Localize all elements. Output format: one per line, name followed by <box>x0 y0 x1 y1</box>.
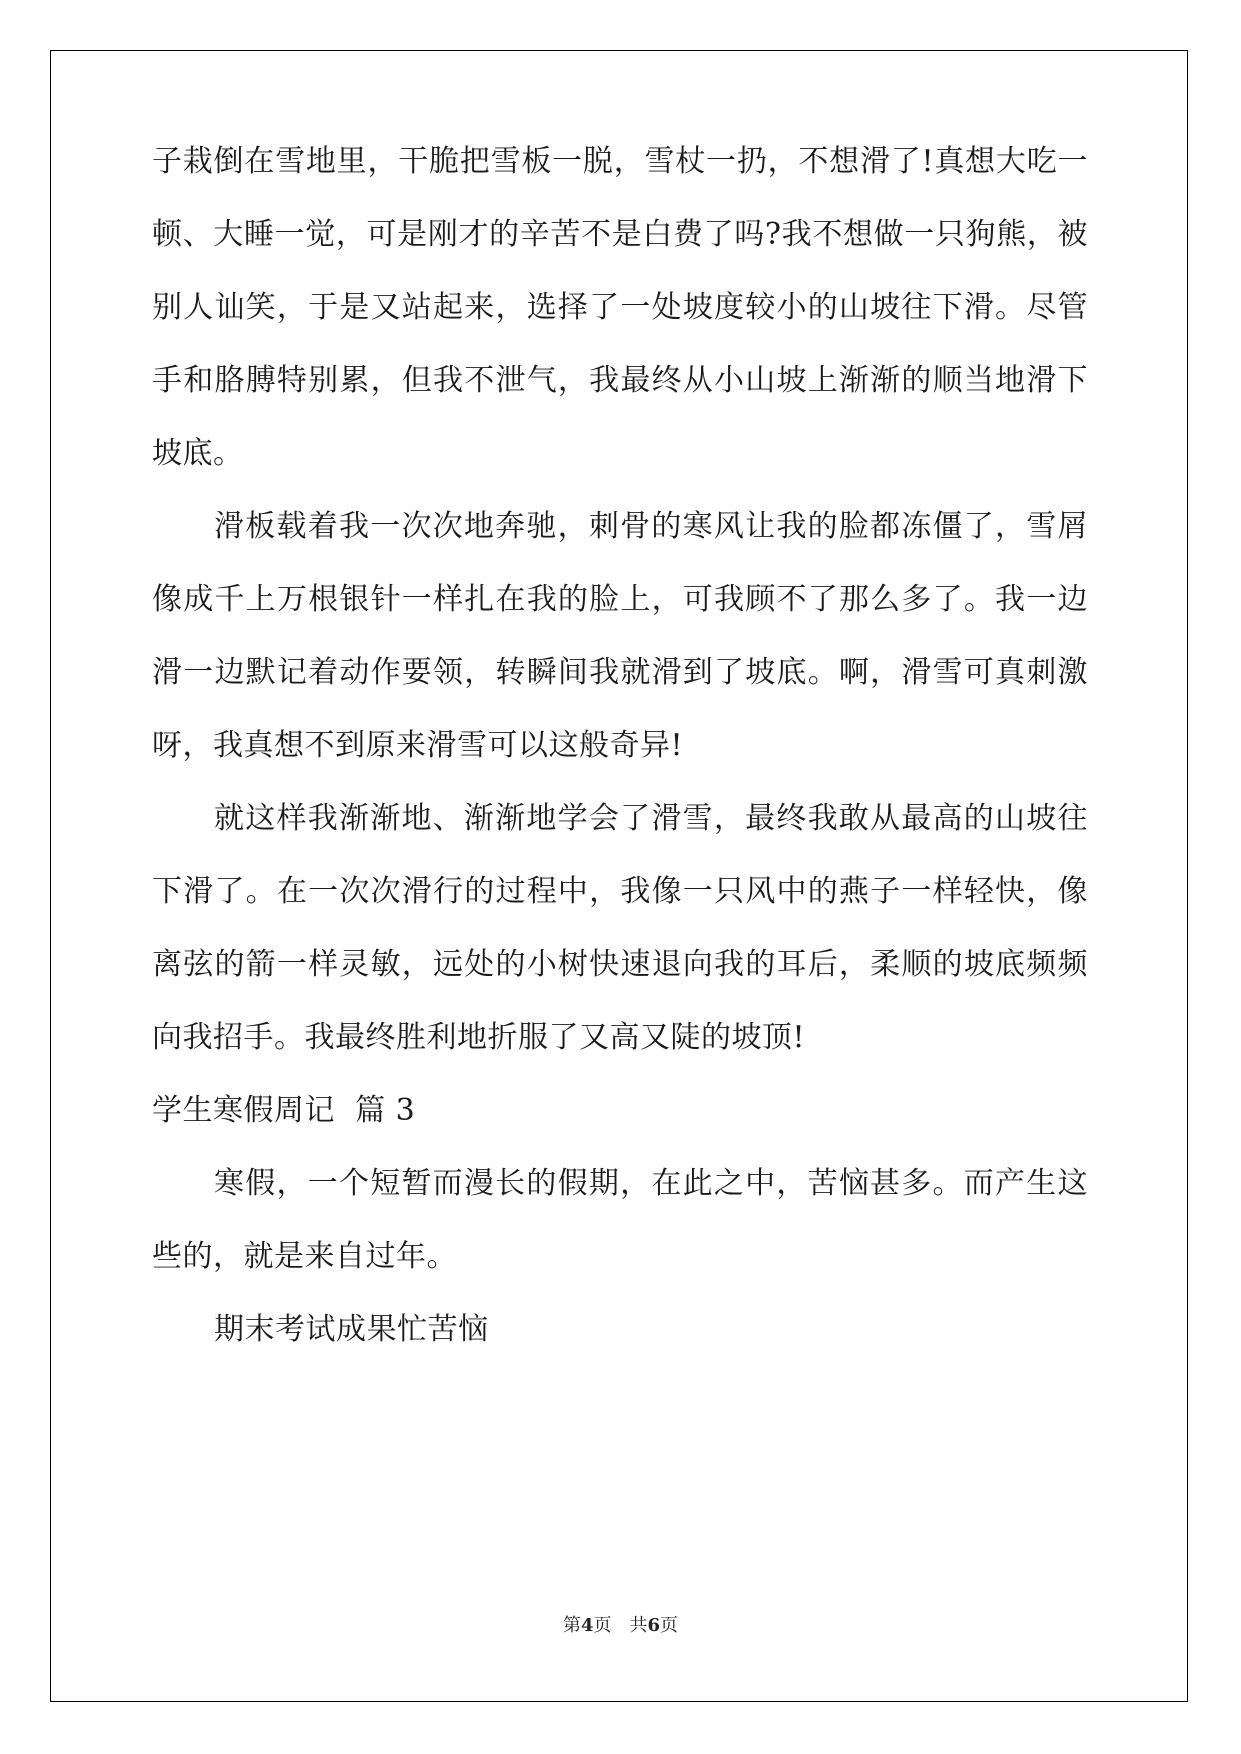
footer-total-unit: 页 <box>660 1615 679 1636</box>
footer-prefix: 第 <box>562 1615 581 1636</box>
text-line: 滑一边默记着动作要领，转瞬间我就滑到了坡底。啊，滑雪可真刺激 <box>152 655 1088 690</box>
text-line: 顿、大睡一觉，可是刚才的辛苦不是白费了吗?我不想做一只狗熊，被 <box>152 217 1088 252</box>
text-line: 下滑了。在一次次滑行的过程中，我像一只风中的燕子一样轻快，像 <box>152 874 1088 909</box>
text-line: 呀，我真想不到原来滑雪可以这般奇异! <box>152 728 684 763</box>
section-heading: 学生寒假周记 篇 3 <box>152 1093 416 1128</box>
footer-total-prefix: 共 <box>629 1615 648 1636</box>
text-line: 手和胳膊特别累，但我不泄气，我最终从小山坡上渐渐的顺当地滑下 <box>152 363 1088 398</box>
page-footer <box>0 1614 1241 1638</box>
text-line: 坡底。 <box>152 436 244 471</box>
text-line: 离弦的箭一样灵敏，远处的小树快速退向我的耳后，柔顺的坡底频频 <box>152 947 1088 982</box>
text-line: 别人讪笑，于是又站起来，选择了一处坡度较小的山坡往下滑。尽管 <box>152 290 1088 325</box>
text-line: 像成千上万根银针一样扎在我的脸上，可我顾不了那么多了。我一边 <box>152 582 1088 617</box>
paragraph-first-line: 就这样我渐渐地、渐渐地学会了滑雪，最终我敢从最高的山坡往 <box>214 801 1088 836</box>
text-line: 些的，就是来自过年。 <box>152 1239 457 1274</box>
paragraph-first-line: 滑板载着我一次次地奔驰，刺骨的寒风让我的脸都冻僵了，雪屑 <box>214 509 1088 544</box>
current-page-number: 4 <box>580 1615 594 1636</box>
text-line: 向我招手。我最终胜利地折服了又高又陡的坡顶! <box>152 1020 806 1055</box>
text-line: 子栽倒在雪地里，干脆把雪板一脱，雪杖一扔，不想滑了!真想大吃一 <box>152 144 1088 179</box>
paragraph-first-line: 期末考试成果忙苦恼 <box>214 1312 489 1347</box>
total-page-number: 6 <box>647 1615 661 1636</box>
footer-page-unit: 页 <box>593 1615 612 1636</box>
paragraph-first-line: 寒假，一个短暂而漫长的假期，在此之中，苦恼甚多。而产生这 <box>214 1166 1088 1201</box>
